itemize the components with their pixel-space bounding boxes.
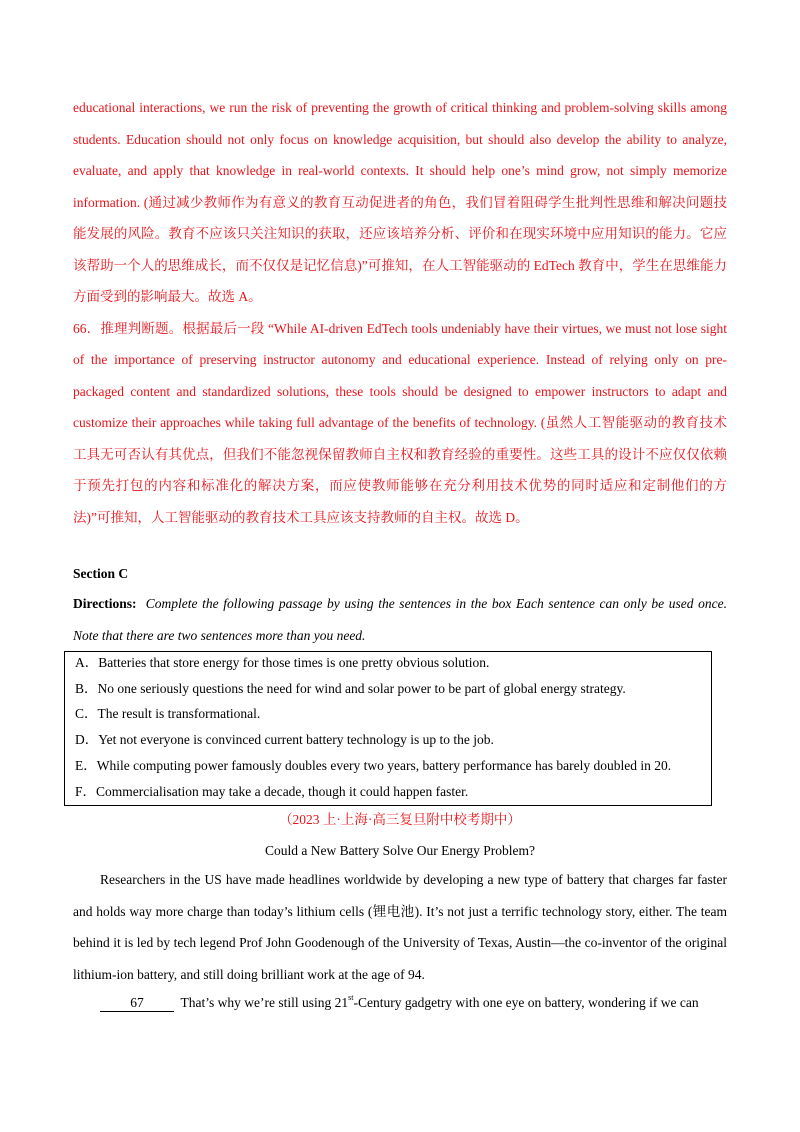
options-box [64,651,712,806]
option-d: D．Yet not everyone is convinced current battery technology is up to the job. [75,732,494,747]
passage-line-67 [100,993,699,1013]
question-source: （2023 上·上海·高三复旦附中校考期中） [279,812,521,827]
passage-title: Could a New Battery Solve Our Energy Problem? [264,843,536,858]
answer-q65-continued: educational interactions, we run the risk of preventing the growth of critical thinking and problem-solving skills among students. Education should not only focus on knowledge acquisition, but should also develop the ability to analyze, evaluate, and apply that knowledge in real-world contexts. It should help one’s mind grow, not simply memorize information. (通过减少教师作为有意义的教育互动促进者的角色，我们冒着阻碍学生批判性思维和解决问题技能发展的风险。教育不应该只关注知识的获取，还应该培养分析、评价和在现实环境中应用知识的能力。它应该帮助一个人的思维成长，而不仅仅是记忆信息)”可推知，在人工智能驱动的 EdTech 教育中，学生在思维能力方面受到的影响最大。故选 A。 [73,100,727,304]
directions-label: Directions: [73,596,137,611]
option-a: A．Batteries that store energy for those times is one pretty obvious solution. [75,655,490,670]
directions-text: Complete the following passage by using the sentences in the box Each sentence can only be used once. Note that there are two sentences more than you need. [73,596,728,643]
option-e: E．While computing power famously doubles every two years, battery performance has barely doubled in 20. [75,758,672,773]
line67-sup: st [348,993,354,1002]
directions [73,588,727,651]
section-title: Section C [73,566,129,581]
line67-text-a: That’s why we’re still using 21 [180,995,349,1010]
option-f: F．Commercialisation may take a decade, though it could happen faster. [75,784,469,799]
option-b: B．No one seriously questions the need for wind and solar power to be part of global energy strategy. [75,681,626,696]
option-c: C．The result is transformational. [75,706,261,721]
passage-paragraph-1: Researchers in the US have made headlines worldwide by developing a new type of battery that charges far faster and holds way more charge than today’s lithium cells (锂电池). It’s not just a terrific technology story, either. The team behind it is led by tech legend Prof John Goodenough of the University of Texas, Austin—the co-inventor of the original lithium-ion battery, and still doing brilliant work at the age of 94. [73,872,727,982]
answer-q66: 66．推理判断题。根据最后一段 “While AI-driven EdTech tools undeniably have their virtues, we must not lose sight of the importance of preserving instructor autonomy and educational experience. Instead of relying only on pre-packaged content and standardized solutions, these tools should be designed to empower instructors to adapt and customize their approaches while taking full advantage of the benefits of technology. (虽然人工智能驱动的教育技术工具无可否认有其优点，但我们不能忽视保留教师自主权和教育经验的重要性。这些工具的设计不应仅仅依赖于预先打包的内容和标准化的解决方案，而应使教师能够在充分利用技术优势的同时适应和定制他们的方法)”可推知，人工智能驱动的教育技术工具应该支持教师的自主权。故选 D。 [73,320,727,525]
line67-text-b: -Century gadgetry with one eye on battery, wondering if we can [353,995,699,1010]
answer-explanation [73,92,727,533]
blank-67[interactable]: 67 [100,994,174,1012]
